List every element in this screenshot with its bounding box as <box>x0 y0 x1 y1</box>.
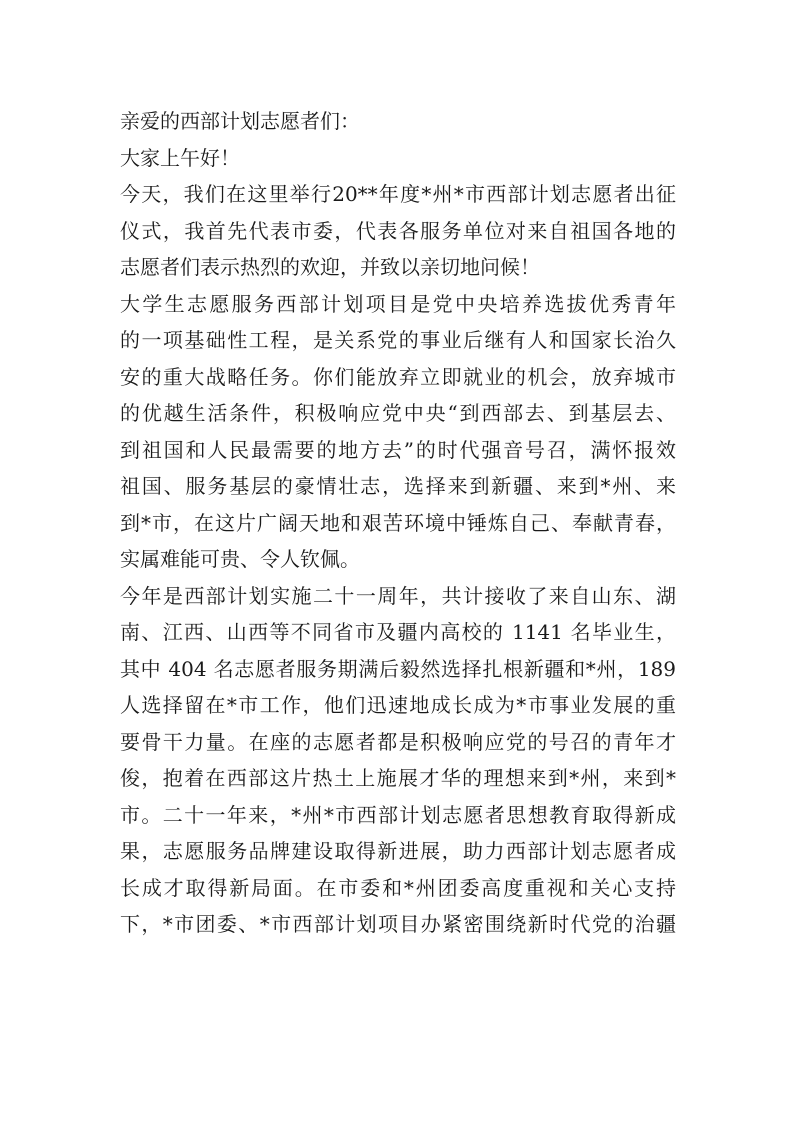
text-line: 下，*市团委、*市西部计划项目办紧密围绕新时代党的治疆 <box>120 912 676 936</box>
text-line: 祖国、服务基层的豪情壮志，选择来到新疆、来到*州、来 <box>120 474 676 498</box>
text-line: 今天，我们在这里举行20**年度*州*市西部计划志愿者出征 <box>120 182 676 206</box>
text-line: 大学生志愿服务西部计划项目是党中央培养选拔优秀青年 <box>120 291 676 316</box>
text-line: 俊，抱着在西部这片热土上施展才华的理想来到*州，来到* <box>120 766 676 790</box>
text-line: 实属难能可贵、令人钦佩。 <box>120 547 360 571</box>
text-line: 到祖国和人民最需要的地方去”的时代强音号召，满怀报效 <box>120 437 676 462</box>
salutation-line: 亲爱的西部计划志愿者们： <box>120 109 360 133</box>
text-line: 到*市，在这片广阔天地和艰苦环境中锤炼自己、奉献青春， <box>120 510 676 535</box>
text-line: 人选择留在*市工作，他们迅速地成长成为*市事业发展的重 <box>120 693 676 717</box>
text-line: 其中 404 名志愿者服务期满后毅然选择扎根新疆和*州，189 <box>120 656 676 681</box>
text-line: 的一项基础性工程，是关系党的事业后继有人和国家长治久 <box>120 328 676 352</box>
text-line: 的优越生活条件，积极响应党中央“到西部去、到基层去、 <box>120 401 676 425</box>
text-line: 市。二十一年来，*州*市西部计划志愿者思想教育取得新成 <box>120 802 676 827</box>
document-body <box>120 103 676 943</box>
text-line: 安的重大战略任务。你们能放弃立即就业的机会，放弃城市 <box>120 364 676 389</box>
greeting-line: 大家上午好！ <box>120 145 240 170</box>
text-line: 仪式，我首先代表市委，代表各服务单位对来自祖国各地的 <box>120 218 676 243</box>
text-line: 要骨干力量。在座的志愿者都是积极响应党的号召的青年才 <box>120 729 676 754</box>
text-line: 南、江西、山西等不同省市及疆内高校的 1141 名毕业生， <box>120 620 676 644</box>
text-line: 长成才取得新局面。在市委和*州团委高度重视和关心支持 <box>120 875 676 900</box>
text-line: 志愿者们表示热烈的欢迎，并致以亲切地问候！ <box>120 255 540 279</box>
text-line: 今年是西部计划实施二十一周年，共计接收了来自山东、湖 <box>120 583 676 608</box>
text-line: 果，志愿服务品牌建设取得新进展，助力西部计划志愿者成 <box>120 839 676 863</box>
